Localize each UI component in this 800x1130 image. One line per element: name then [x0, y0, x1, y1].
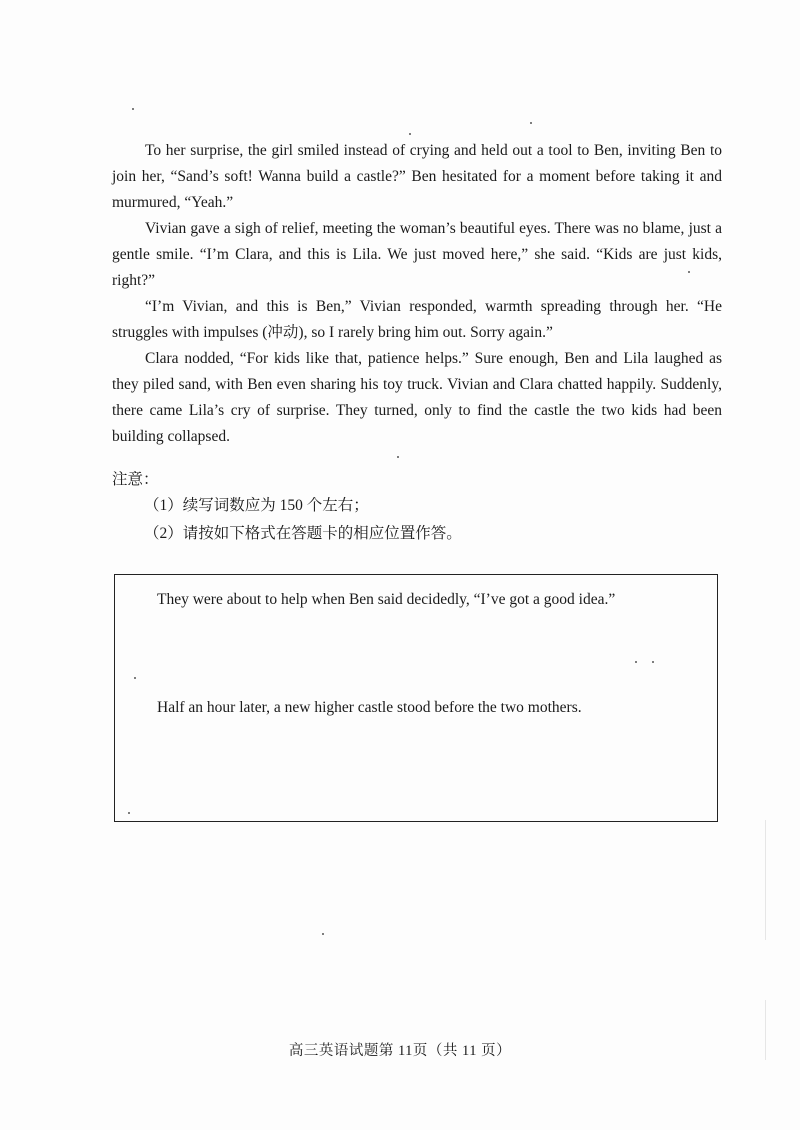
passage-paragraph-4: Clara nodded, “For kids like that, patience helps.” Sure enough, Ben and Lila laughed as they piled sand, with Ben even sharing his toy truck. Vivian and Clara chatted happily. Suddenly, there came Lila’s cry of surprise. They turned, only to find the castle the two kids had been building collapsed. [112, 350, 722, 445]
story-passage [112, 138, 722, 450]
scan-speck [652, 661, 654, 663]
passage-paragraph-1: To her surprise, the girl smiled instead of crying and held out a tool to Ben, inviting Ben to join her, “Sand’s soft! Wanna build a castle?” Ben hesitated for a moment before taking it and murmured, “Yeah.” [112, 142, 722, 211]
scan-speck [322, 933, 324, 935]
scan-speck [132, 108, 134, 110]
paragraph-2-opening: Half an hour later, a new higher castle stood before the two mothers. [157, 699, 582, 716]
passage-paragraph-3: “I’m Vivian, and this is Ben,” Vivian responded, warmth spreading through her. “He struggles with impulses (冲动), so I rarely bring him out. Sorry again.” [112, 298, 722, 341]
passage-paragraph-2: Vivian gave a sigh of relief, meeting the woman’s beautiful eyes. There was no blame, just a gentle smile. “I’m Clara, and this is Lila. We just moved here,” she said. “Kids are just kids, right?” [112, 220, 722, 289]
paragraph-1-opening: They were about to help when Ben said decidedly, “I’ve got a good idea.” [157, 591, 616, 608]
answer-format-box [114, 574, 718, 822]
scan-speck [530, 122, 532, 124]
scan-speck [409, 133, 411, 135]
scan-edge-mark [765, 1000, 766, 1060]
notes-title: 注意： [112, 471, 159, 488]
scan-speck [397, 456, 399, 458]
scan-edge-mark [765, 820, 766, 940]
note-word-count: （1）续写词数应为 150 个左右； [144, 497, 369, 514]
scan-speck [134, 677, 136, 679]
scan-speck [128, 812, 130, 814]
page-footer: 高三英语试题第 11页（共 11 页） [288, 1043, 512, 1059]
note-answer-format: （2）请按如下格式在答题卡的相应位置作答。 [144, 525, 462, 542]
scan-speck [635, 661, 637, 663]
scan-speck [688, 271, 690, 273]
